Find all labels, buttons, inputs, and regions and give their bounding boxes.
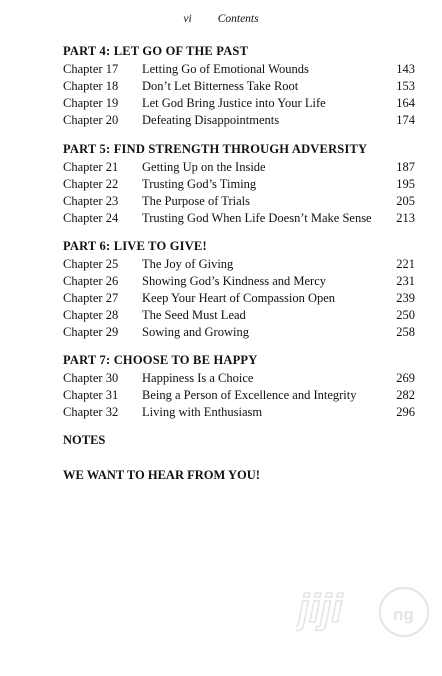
chapter-title: Defeating Disappointments — [142, 113, 280, 127]
toc-row — [63, 290, 415, 307]
chapter-number: Chapter 22 — [63, 177, 119, 191]
chapter-title: The Seed Must Lead — [142, 308, 246, 322]
jiji-logo-watermark-icon — [296, 576, 436, 646]
chapter-number: Chapter 25 — [63, 257, 119, 271]
chapter-number: Chapter 18 — [63, 79, 119, 93]
chapter-page: 164 — [396, 96, 415, 110]
chapter-page: 205 — [396, 194, 415, 208]
svg-text:ng: ng — [393, 605, 414, 624]
chapter-page: 174 — [396, 113, 415, 127]
chapter-page: 187 — [396, 160, 415, 174]
chapter-page: 250 — [396, 308, 415, 322]
part-title: PART 6: LIVE TO GIVE! — [63, 239, 207, 253]
chapter-title: Keep Your Heart of Compassion Open — [142, 291, 336, 305]
toc-row — [63, 324, 415, 341]
chapter-page: 239 — [396, 291, 415, 305]
part-6-section — [63, 238, 415, 341]
chapter-page: 282 — [396, 388, 415, 402]
chapter-number: Chapter 32 — [63, 405, 119, 419]
part-title: PART 7: CHOOSE TO BE HAPPY — [63, 353, 258, 367]
chapter-page: 231 — [396, 274, 415, 288]
chapter-number: Chapter 24 — [63, 211, 119, 225]
chapter-number: Chapter 20 — [63, 113, 119, 127]
chapter-title: Trusting God When Life Doesn’t Make Sense — [142, 211, 372, 225]
hear-from-you-heading: WE WANT TO HEAR FROM YOU! — [63, 468, 260, 482]
toc-row — [63, 387, 415, 404]
svg-text:jiji: jiji — [298, 587, 343, 631]
toc-row — [63, 370, 415, 387]
toc-row — [63, 404, 415, 421]
toc-row — [63, 78, 415, 95]
part-4-section — [63, 43, 415, 129]
chapter-number: Chapter 21 — [63, 160, 119, 174]
toc-row — [63, 159, 415, 176]
toc-row — [63, 307, 415, 324]
chapter-page: 195 — [396, 177, 415, 191]
toc-row — [63, 273, 415, 290]
chapter-number: Chapter 27 — [63, 291, 119, 305]
chapter-title: Don’t Let Bitterness Take Root — [142, 79, 299, 93]
chapter-title: Let God Bring Justice into Your Life — [142, 96, 326, 110]
chapter-title: The Joy of Giving — [142, 257, 234, 271]
chapter-page: 153 — [396, 79, 415, 93]
chapter-page: 258 — [396, 325, 415, 339]
running-head — [0, 13, 442, 25]
chapter-title: Letting Go of Emotional Wounds — [142, 62, 309, 76]
toc-row — [63, 176, 415, 193]
notes-heading: NOTES — [63, 433, 106, 447]
chapter-page: 143 — [396, 62, 415, 76]
toc-row — [63, 210, 415, 227]
part-title: PART 5: FIND STRENGTH THROUGH ADVERSITY — [63, 142, 368, 156]
chapter-page: 269 — [396, 371, 415, 385]
toc-row — [63, 95, 415, 112]
chapter-page: 296 — [396, 405, 415, 419]
toc-row — [63, 256, 415, 273]
chapter-title: Getting Up on the Inside — [142, 160, 266, 174]
chapter-page: 213 — [396, 211, 415, 225]
chapter-number: Chapter 29 — [63, 325, 119, 339]
running-head-title: Contents — [217, 13, 259, 25]
chapter-title: The Purpose of Trials — [142, 194, 250, 208]
chapter-number: Chapter 28 — [63, 308, 119, 322]
toc-row — [63, 193, 415, 210]
toc-row — [63, 112, 415, 129]
chapter-title: Showing God’s Kindness and Mercy — [142, 274, 327, 288]
chapter-number: Chapter 26 — [63, 274, 119, 288]
part-5-section — [63, 141, 415, 227]
chapter-number: Chapter 30 — [63, 371, 119, 385]
chapter-number: Chapter 19 — [63, 96, 119, 110]
chapter-number: Chapter 23 — [63, 194, 119, 208]
chapter-title: Trusting God’s Timing — [142, 177, 257, 191]
chapter-title: Sowing and Growing — [142, 325, 249, 339]
page-number: vi — [183, 13, 192, 25]
part-7-section — [63, 352, 415, 421]
chapter-number: Chapter 31 — [63, 388, 119, 402]
chapter-title: Living with Enthusiasm — [142, 405, 263, 419]
chapter-page: 221 — [396, 257, 415, 271]
chapter-title: Being a Person of Excellence and Integrity — [142, 388, 357, 402]
chapter-number: Chapter 17 — [63, 62, 119, 76]
toc-row — [63, 61, 415, 78]
part-title: PART 4: LET GO OF THE PAST — [63, 44, 249, 58]
chapter-title: Happiness Is a Choice — [142, 371, 254, 385]
